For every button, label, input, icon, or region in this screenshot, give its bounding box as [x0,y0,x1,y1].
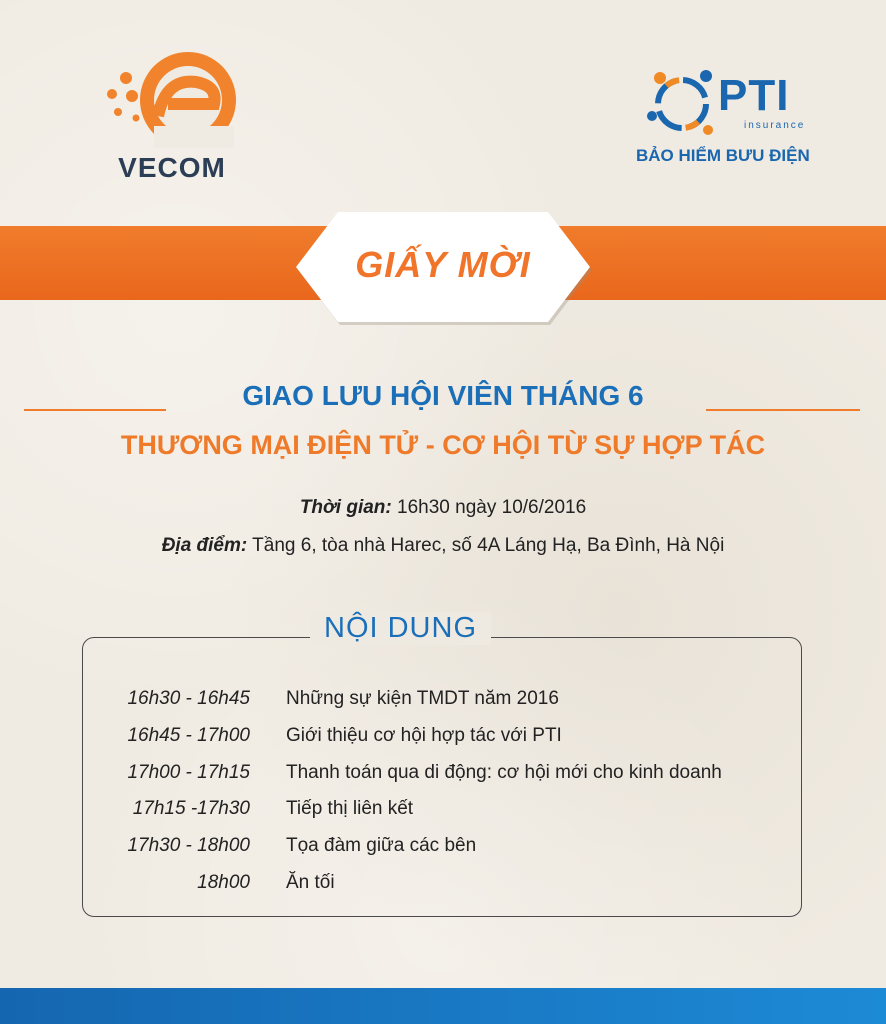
program-row [0,762,886,788]
program-row [0,835,886,861]
program-time: 17h30 - 18h00 [127,835,250,856]
program-desc: Những sự kiện TMDT năm 2016 [286,688,559,709]
program-time: 16h30 - 16h45 [127,688,250,709]
place-value: Tầng 6, tòa nhà Harec, số 4A Láng Hạ, Ba Đình, Hà Nội [252,535,725,556]
program-time: 16h45 - 17h00 [127,725,250,746]
program-time: 17h15 -17h30 [132,798,250,819]
time-value: 16h30 ngày 10/6/2016 [397,497,587,518]
event-time [0,497,886,519]
pti-logo-icon [642,64,722,144]
program-row [0,872,886,898]
bottom-blue-bar [0,988,886,1024]
program-row [0,725,886,751]
time-label: Thời gian: [299,497,392,518]
event-place [0,535,886,557]
pti-logo-subtitle: BẢO HIỂM BƯU ĐIỆN [636,146,810,165]
program-desc: Giới thiệu cơ hội hợp tác với PTI [286,725,562,746]
program-row [0,688,886,714]
pti-logo-tagline: insurance [744,120,806,131]
program-time: 17h00 - 17h15 [127,762,250,783]
pti-logo-word: PTI [718,71,790,120]
vecom-logo-text: VECOM [118,152,226,183]
program-time: 18h00 [197,872,250,893]
program-desc: Thanh toán qua di động: cơ hội mới cho kinh doanh [286,762,722,783]
invitation-title: GIẤY MỜI [355,244,531,285]
event-title: GIAO LƯU HỘI VIÊN THÁNG 6 [242,380,644,411]
program-title: NỘI DUNG [310,612,491,645]
program-desc: Tiếp thị liên kết [286,798,414,819]
place-label: Địa điểm: [161,535,248,556]
program-desc: Ăn tối [286,872,335,893]
program-row [0,798,886,824]
event-subtitle: THƯƠNG MẠI ĐIỆN TỬ - CƠ HỘI TỪ SỰ HỢP TÁC [120,430,766,460]
program-desc: Tọa đàm giữa các bên [286,835,477,856]
